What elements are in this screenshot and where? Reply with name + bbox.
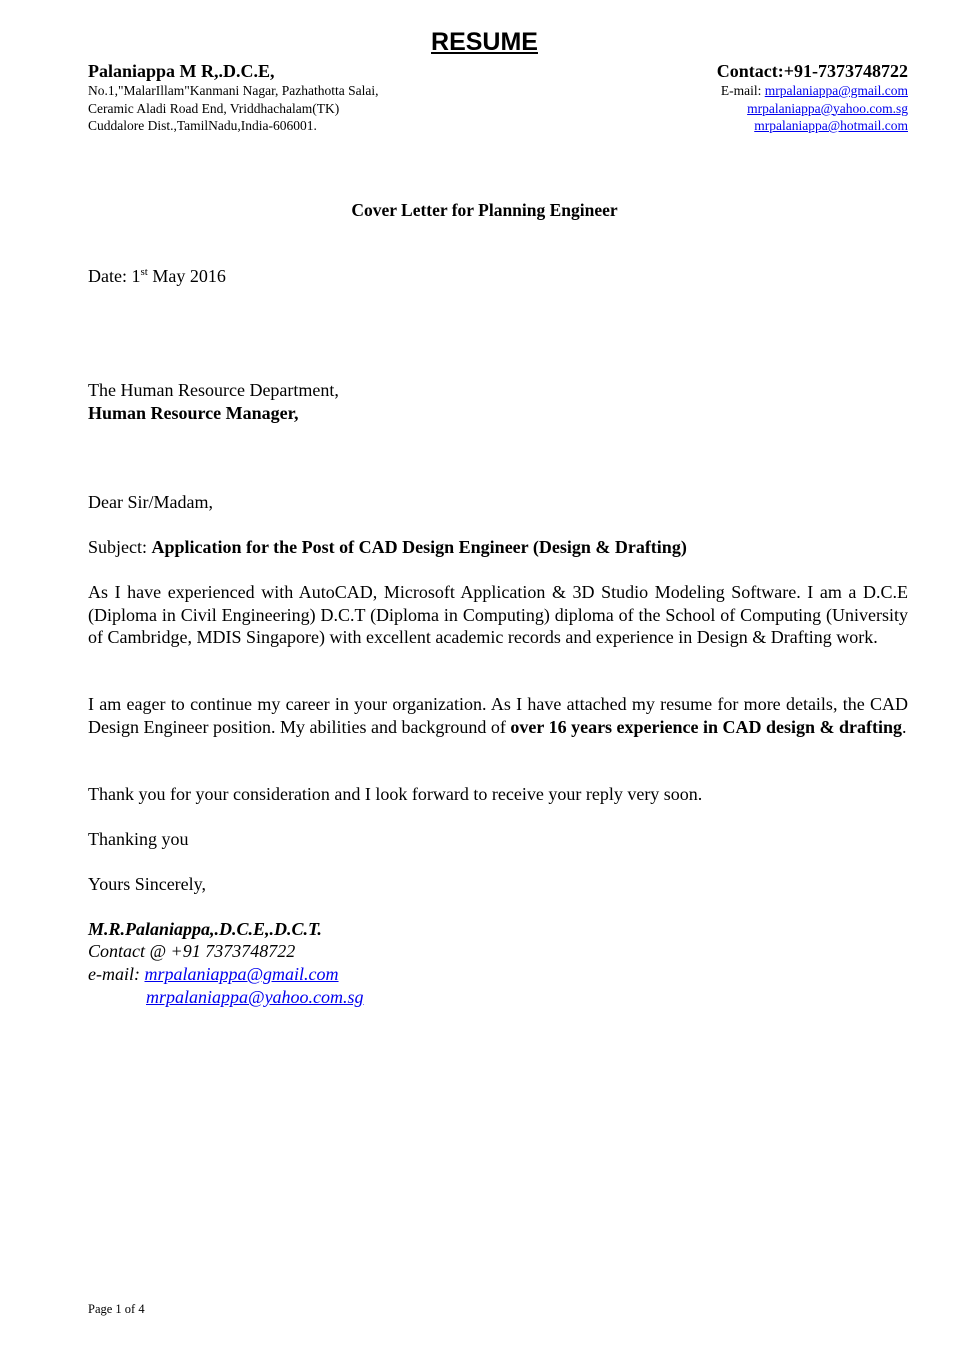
signature-contact: Contact @ +91 7373748722 (88, 941, 296, 961)
email-link-hotmail[interactable]: mrpalaniappa@hotmail.com (754, 118, 908, 133)
letter-title: Cover Letter for Planning Engineer (351, 200, 618, 220)
contact-phone: Contact:+91-7373748722 (716, 61, 908, 81)
signature-name-text: M.R.Palaniappa,.D.C.E,.D.C.T. (88, 919, 322, 939)
address-line-1: No.1,"MalarIllam"Kanmani Nagar, Pazhathotta Salai, (88, 83, 379, 98)
email-link-gmail[interactable]: mrpalaniappa@gmail.com (764, 83, 908, 98)
date-rest: May 2016 (147, 266, 226, 286)
email-line-2 (488, 100, 908, 118)
paragraph-2-bold: over 16 years experience in CAD design & drafting (510, 716, 903, 737)
recipient-title: Human Resource Manager, (88, 403, 299, 423)
paragraph-1: As I have experienced with AutoCAD, Microsoft Application & 3D Studio Modeling Software. I am a D.C.E (Diploma in Civil Engineering) D.C.T (Diploma in Computing) diploma of the School of Computing (University of Cambridge, MDIS Singapore) with excellent academic records and experience in Design & Drafting work. (88, 582, 908, 647)
thanking: Thanking you (88, 829, 189, 849)
email-line-1 (488, 82, 908, 100)
letter-date (88, 265, 908, 288)
closing: Yours Sincerely, (88, 874, 207, 894)
signature-name (88, 918, 908, 941)
address-line-2: Ceramic Aladi Road End, Vriddhachalam(TK) (88, 100, 340, 116)
resume-title: RESUME (431, 28, 538, 56)
header-right (488, 60, 908, 135)
recipient-line-1: The Human Resource Department, (88, 380, 339, 400)
resume-title-wrap (0, 28, 969, 57)
subject-label: Subject: (88, 537, 152, 557)
paragraph-2-text: I am eager to continue my career in your organization. As I have attached my resume for more details, the CAD Design Engineer position. My abilities and background of (88, 694, 908, 737)
salutation: Dear Sir/Madam, (88, 492, 213, 512)
signature-email-link-gmail[interactable]: mrpalaniappa@gmail.com (144, 964, 339, 984)
signature-email-label: e-mail: (88, 964, 145, 984)
subject-text: Application for the Post of CAD Design Engineer (Design & Drafting) (151, 537, 687, 557)
paragraph-2 (88, 693, 908, 738)
signature-email-line-2 (146, 986, 846, 1009)
email-label: E-mail: (720, 83, 765, 98)
paragraph-3: Thank you for your consideration and I look forward to receive your reply very soon. (88, 784, 703, 804)
page-number: Page 1 of 4 (88, 1302, 145, 1316)
subject-line (88, 536, 908, 559)
date-label: Date: 1 (88, 266, 141, 286)
recipient-line-2 (88, 402, 908, 425)
date-sup: st (140, 266, 148, 278)
paragraph-2-end: . (902, 716, 907, 737)
address-line-3: Cuddalore Dist.,TamilNadu,India-606001. (88, 118, 317, 133)
email-link-yahoo[interactable]: mrpalaniappa@yahoo.com.sg (747, 100, 908, 116)
email-line-3 (488, 117, 908, 135)
signature-email-link-yahoo[interactable]: mrpalaniappa@yahoo.com.sg (146, 987, 364, 1007)
signature-email-line-1 (88, 963, 908, 986)
applicant-name: Palaniappa M R,.D.C.E, (88, 61, 275, 81)
